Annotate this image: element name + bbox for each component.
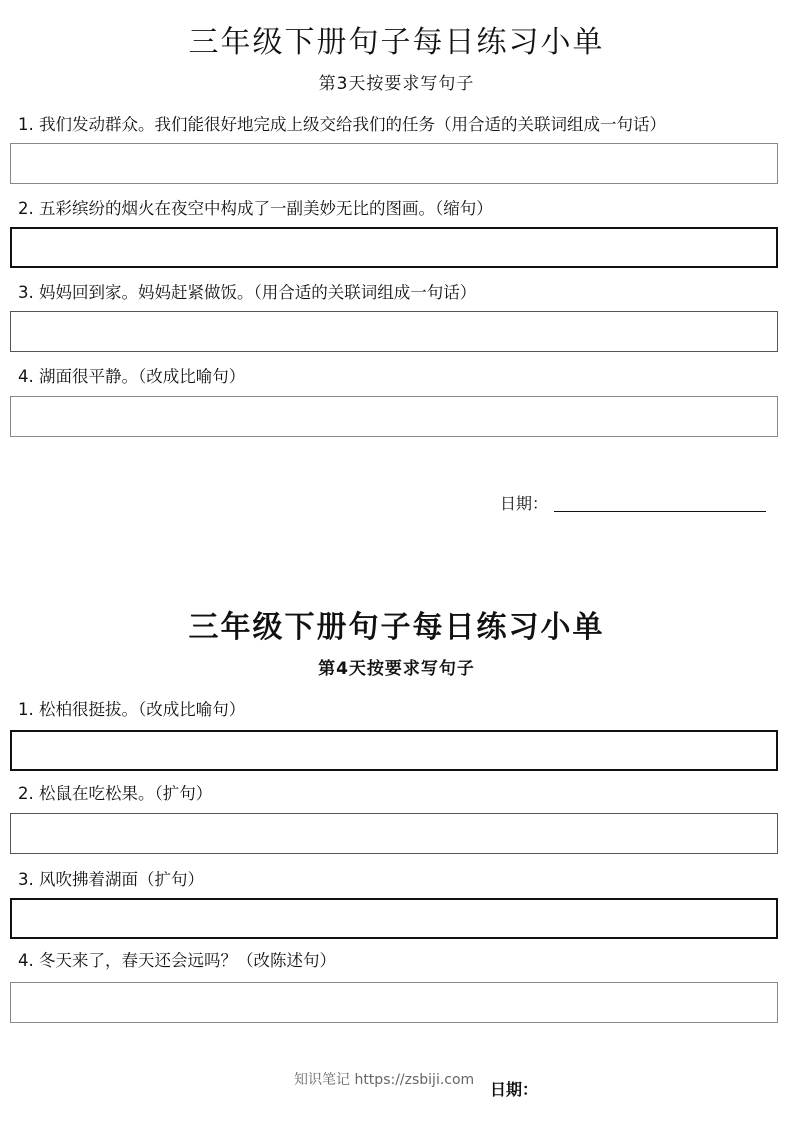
section-1-question-2: 2. 五彩缤纷的烟火在夜空中构成了一副美妙无比的图画。（缩句） <box>18 199 493 218</box>
section-2-question-1: 1. 松柏很挺拔。（改成比喻句） <box>18 700 246 719</box>
section-2-subtitle: 第4天按要求写句子 <box>318 659 475 679</box>
section-2-title: 三年级下册句子每日练习小单 <box>188 610 605 645</box>
section-2-question-3: 3. 风吹拂着湖面（扩句） <box>18 870 204 889</box>
section-2-date-label: 日期： <box>490 1080 539 1099</box>
section-2-answer-box-4[interactable] <box>10 982 778 1023</box>
section-2-question-4: 4. 冬天来了，春天还会远吗？（改陈述句） <box>18 951 336 970</box>
section-1-question-1: 1. 我们发动群众。我们能很好地完成上级交给我们的任务（用合适的关联词组成一句话） <box>18 115 666 134</box>
section-1-subtitle: 第3天按要求写句子 <box>318 74 475 94</box>
section-2-answer-box-1[interactable] <box>10 730 778 771</box>
watermark: 知识笔记 https://zsbiji.com <box>294 1072 475 1088</box>
section-1-question-3: 3. 妈妈回到家。妈妈赶紧做饭。（用合适的关联词组成一句话） <box>18 283 477 302</box>
section-1-answer-box-1[interactable] <box>10 143 778 184</box>
section-1-answer-box-3[interactable] <box>10 311 778 352</box>
section-1-date-label: 日期： <box>500 494 549 513</box>
section-1-date-line[interactable] <box>554 511 766 512</box>
section-1-question-4: 4. 湖面很平静。（改成比喻句） <box>18 367 246 386</box>
section-2-answer-box-2[interactable] <box>10 813 778 854</box>
section-1-answer-box-4[interactable] <box>10 396 778 437</box>
section-2-answer-box-3[interactable] <box>10 898 778 939</box>
section-1-title: 三年级下册句子每日练习小单 <box>188 25 605 60</box>
section-1-answer-box-2[interactable] <box>10 227 778 268</box>
section-2-question-2: 2. 松鼠在吃松果。（扩句） <box>18 784 213 803</box>
